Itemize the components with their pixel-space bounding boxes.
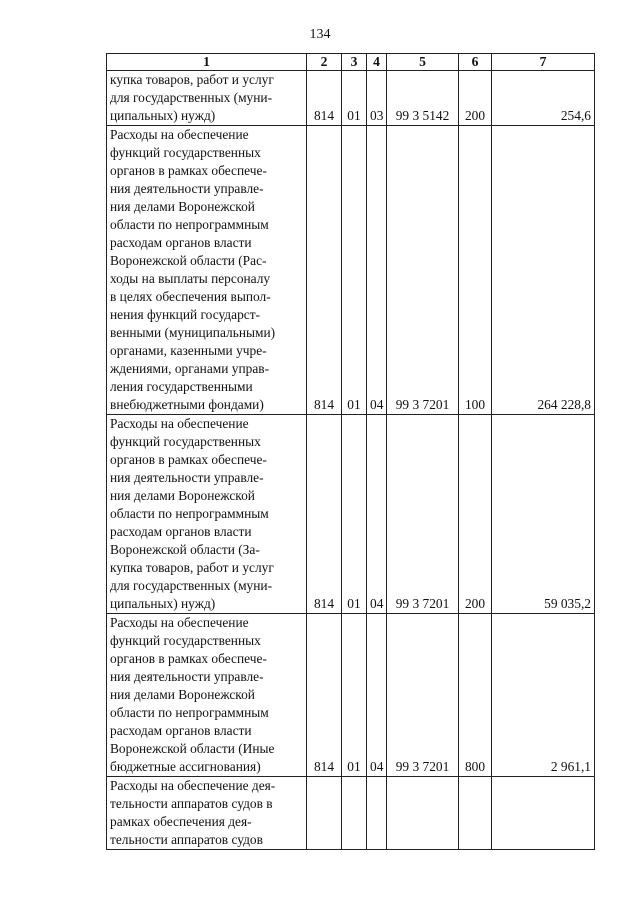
column-header-1: 1: [107, 54, 307, 71]
cell-expense-type: 200: [459, 71, 492, 126]
cell-subsection-code: 04: [367, 415, 387, 614]
cell-ministry-code: 814: [307, 614, 342, 777]
cell-section-code: 01: [342, 126, 367, 415]
row-description: Расходы на обеспечение функций государственных органов в рамках обеспече- ния деятельности управле- ния делами Воронежской области по непрограммным расходам органов власти Воронежской области (Иные бюджетные ассигнования): [107, 614, 307, 777]
row-description: Расходы на обеспечение функций государственных органов в рамках обеспече- ния деятельности управле- ния делами Воронежской области по непрограммным расходам органов власти Воронежской области (Рас- ходы на выплаты персоналу в целях обеспечения выпол- нения функций государст- венными (муниципальными) органами, казенными учре- ждениями, органами управ- ления государственными внебюджетными фондами): [107, 126, 307, 415]
column-header-4: 4: [367, 54, 387, 71]
cell-subsection-code: 04: [367, 126, 387, 415]
cell-ministry-code: [307, 777, 342, 850]
header-row: [107, 54, 595, 71]
cell-target-item: 99 3 5142: [387, 71, 459, 126]
table-row: [107, 415, 595, 614]
cell-section-code: 01: [342, 415, 367, 614]
column-header-3: 3: [342, 54, 367, 71]
cell-ministry-code: 814: [307, 126, 342, 415]
cell-target-item: 99 3 7201: [387, 126, 459, 415]
column-header-6: 6: [459, 54, 492, 71]
cell-expense-type: [459, 777, 492, 850]
table-row: [107, 614, 595, 777]
cell-section-code: 01: [342, 71, 367, 126]
cell-expense-type: 800: [459, 614, 492, 777]
cell-amount: 59 035,2: [492, 415, 595, 614]
page-number: 134: [309, 27, 331, 42]
cell-target-item: [387, 777, 459, 850]
column-header-5: 5: [387, 54, 459, 71]
cell-amount: 254,6: [492, 71, 595, 126]
table-row: [107, 71, 595, 126]
cell-section-code: [342, 777, 367, 850]
cell-amount: 264 228,8: [492, 126, 595, 415]
cell-expense-type: 100: [459, 126, 492, 415]
cell-subsection-code: 04: [367, 614, 387, 777]
cell-target-item: 99 3 7201: [387, 614, 459, 777]
budget-table: [106, 53, 595, 850]
column-header-2: 2: [307, 54, 342, 71]
table-row: [107, 777, 595, 850]
cell-amount: 2 961,1: [492, 614, 595, 777]
cell-ministry-code: 814: [307, 71, 342, 126]
cell-subsection-code: [367, 777, 387, 850]
row-description: купка товаров, работ и услуг для государственных (муни- ципальных) нужд): [107, 71, 307, 126]
cell-target-item: 99 3 7201: [387, 415, 459, 614]
cell-amount: [492, 777, 595, 850]
cell-expense-type: 200: [459, 415, 492, 614]
row-description: Расходы на обеспечение дея- тельности аппаратов судов в рамках обеспечения дея- тельности аппаратов судов: [107, 777, 307, 850]
cell-section-code: 01: [342, 614, 367, 777]
cell-ministry-code: 814: [307, 415, 342, 614]
cell-subsection-code: 03: [367, 71, 387, 126]
column-header-7: 7: [492, 54, 595, 71]
table-row: [107, 126, 595, 415]
row-description: Расходы на обеспечение функций государственных органов в рамках обеспече- ния деятельности управле- ния делами Воронежской области по непрограммным расходам органов власти Воронежской области (За- купка товаров, работ и услуг для государственных (муни- ципальных) нужд): [107, 415, 307, 614]
